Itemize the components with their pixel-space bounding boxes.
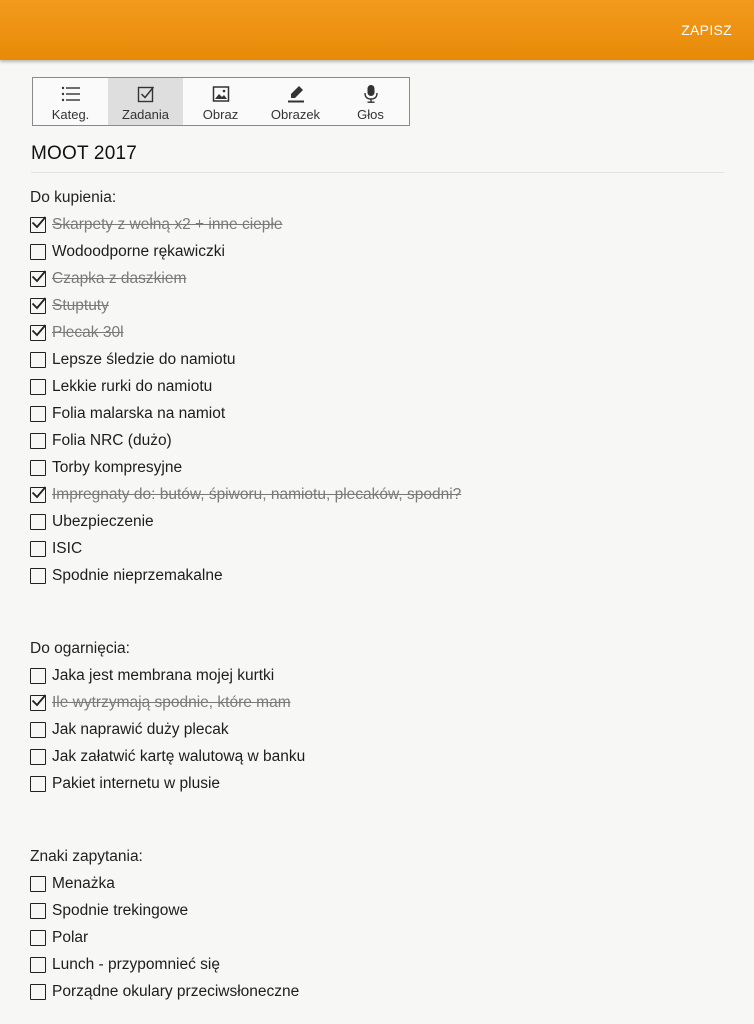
checklist-item-text[interactable]: Folia malarska na namiot [52, 404, 226, 422]
checklist-item-text[interactable]: Czapka z daszkiem [52, 269, 187, 287]
checklist-item [30, 481, 730, 508]
checkbox-checked[interactable] [30, 217, 46, 233]
checklist-item [30, 238, 730, 265]
image-icon [212, 84, 230, 104]
checkbox-unchecked[interactable] [30, 722, 46, 738]
note-title[interactable]: MOOT 2017 [31, 143, 137, 164]
checklist-item-text[interactable]: Wodoodporne rękawiczki [52, 242, 225, 260]
checklist-item [30, 743, 730, 770]
checkbox-unchecked[interactable] [30, 568, 46, 584]
checkbox-checked[interactable] [30, 695, 46, 711]
checklist-item-text[interactable]: Lepsze śledzie do namiotu [52, 350, 236, 368]
checkbox-unchecked[interactable] [30, 406, 46, 422]
checklist-item-text[interactable]: Jaka jest membrana mojej kurtki [52, 666, 275, 684]
checkbox-unchecked[interactable] [30, 433, 46, 449]
checklist-item-text[interactable]: Lekkie rurki do namiotu [52, 377, 213, 395]
checkbox-checked[interactable] [30, 325, 46, 341]
section-heading: Znaki zapytania: [30, 848, 143, 865]
brush-icon [286, 84, 306, 104]
checklist-item-text[interactable]: Ile wytrzymają spodnie, które mam [52, 693, 291, 711]
checklist-item [30, 662, 730, 689]
checklist-item-text[interactable]: ISIC [52, 539, 83, 557]
checklist-item-text[interactable]: Jak naprawić duży plecak [52, 720, 229, 738]
section-heading: Do ogarnięcia: [30, 640, 130, 657]
checklist-item [30, 319, 730, 346]
checkmark-icon [30, 322, 48, 340]
checklist-item [30, 897, 730, 924]
checkmark-icon [30, 692, 48, 710]
checklist-item-text[interactable]: Impregnaty do: butów, śpiworu, namiotu, plecaków, spodni? [52, 485, 462, 503]
tab-voice[interactable] [333, 78, 408, 125]
checklist-item-text[interactable]: Spodnie nieprzemakalne [52, 566, 223, 584]
checklist-item-text[interactable]: Jak załatwić kartę walutową w banku [52, 747, 306, 765]
checklist-item-text[interactable]: Folia NRC (dużo) [52, 431, 172, 449]
checkbox-unchecked[interactable] [30, 514, 46, 530]
checklist-item [30, 870, 730, 897]
checkbox-unchecked[interactable] [30, 244, 46, 260]
section-heading: Do kupienia: [30, 189, 117, 206]
checklist-item [30, 508, 730, 535]
checkbox-unchecked[interactable] [30, 379, 46, 395]
tab-label: Kateg. [51, 107, 90, 122]
tab-label: Zadania [122, 107, 169, 122]
tab-label: Obraz [202, 107, 239, 122]
checkbox-unchecked[interactable] [30, 930, 46, 946]
checklist-item [30, 689, 730, 716]
checklist-item [30, 454, 730, 481]
tab-categories[interactable] [33, 78, 108, 125]
checklist-item-text[interactable]: Stuptuty [52, 296, 109, 314]
tab-label: Obrazek [270, 107, 321, 122]
tab-drawing[interactable] [258, 78, 333, 125]
checklist-item [30, 562, 730, 589]
checkbox-checked[interactable] [30, 298, 46, 314]
checklist-item-text[interactable]: Ubezpieczenie [52, 512, 154, 530]
checkbox-unchecked[interactable] [30, 876, 46, 892]
checklist-item [30, 211, 730, 238]
list-icon [61, 84, 81, 104]
checklist-item-text[interactable]: Skarpety z wełną x2 + inne ciepłe [52, 215, 283, 233]
checkbox-unchecked[interactable] [30, 984, 46, 1000]
checklist-item [30, 716, 730, 743]
checkbox-unchecked[interactable] [30, 668, 46, 684]
microphone-icon [363, 84, 379, 104]
checkbox-unchecked[interactable] [30, 957, 46, 973]
note-body [30, 184, 730, 1005]
checklist-item [30, 346, 730, 373]
tab-label: Głos [357, 107, 384, 122]
checkmark-icon [30, 484, 48, 502]
checklist-item-text[interactable]: Menażka [52, 874, 115, 892]
checkbox-unchecked[interactable] [30, 749, 46, 765]
checklist-item [30, 770, 730, 797]
editor-toolbar [32, 77, 410, 126]
checklist-item-text[interactable]: Polar [52, 928, 89, 946]
checklist-item-text[interactable]: Spodnie trekingowe [52, 901, 189, 919]
checkbox-unchecked[interactable] [30, 460, 46, 476]
checklist-item-text[interactable]: Lunch - przypomnieć się [52, 955, 220, 973]
save-button[interactable]: ZAPISZ [681, 22, 732, 38]
checkbox-unchecked[interactable] [30, 352, 46, 368]
checklist-item [30, 924, 730, 951]
checklist-item [30, 292, 730, 319]
tab-image[interactable] [183, 78, 258, 125]
tab-tasks[interactable] [108, 78, 183, 125]
checklist-item-text[interactable]: Plecak 30l [52, 323, 124, 341]
checkmark-icon [30, 295, 48, 313]
title-divider [31, 172, 724, 173]
app-bar [0, 0, 754, 60]
checklist-item [30, 427, 730, 454]
checklist-item [30, 535, 730, 562]
checklist-item [30, 373, 730, 400]
checkbox-checked[interactable] [30, 271, 46, 287]
checklist-item-text[interactable]: Torby kompresyjne [52, 458, 183, 476]
checkbox-unchecked[interactable] [30, 903, 46, 919]
checklist-item [30, 951, 730, 978]
checkbox-unchecked[interactable] [30, 541, 46, 557]
checkbox-icon [137, 84, 155, 104]
checklist-item-text[interactable]: Porządne okulary przeciwsłoneczne [52, 982, 300, 1000]
checklist-item [30, 400, 730, 427]
checkmark-icon [30, 268, 48, 286]
checklist-item-text[interactable]: Pakiet internetu w plusie [52, 774, 221, 792]
checklist-item [30, 978, 730, 1005]
checklist-item [30, 265, 730, 292]
checkbox-checked[interactable] [30, 487, 46, 503]
checkbox-unchecked[interactable] [30, 776, 46, 792]
checkmark-icon [30, 214, 48, 232]
